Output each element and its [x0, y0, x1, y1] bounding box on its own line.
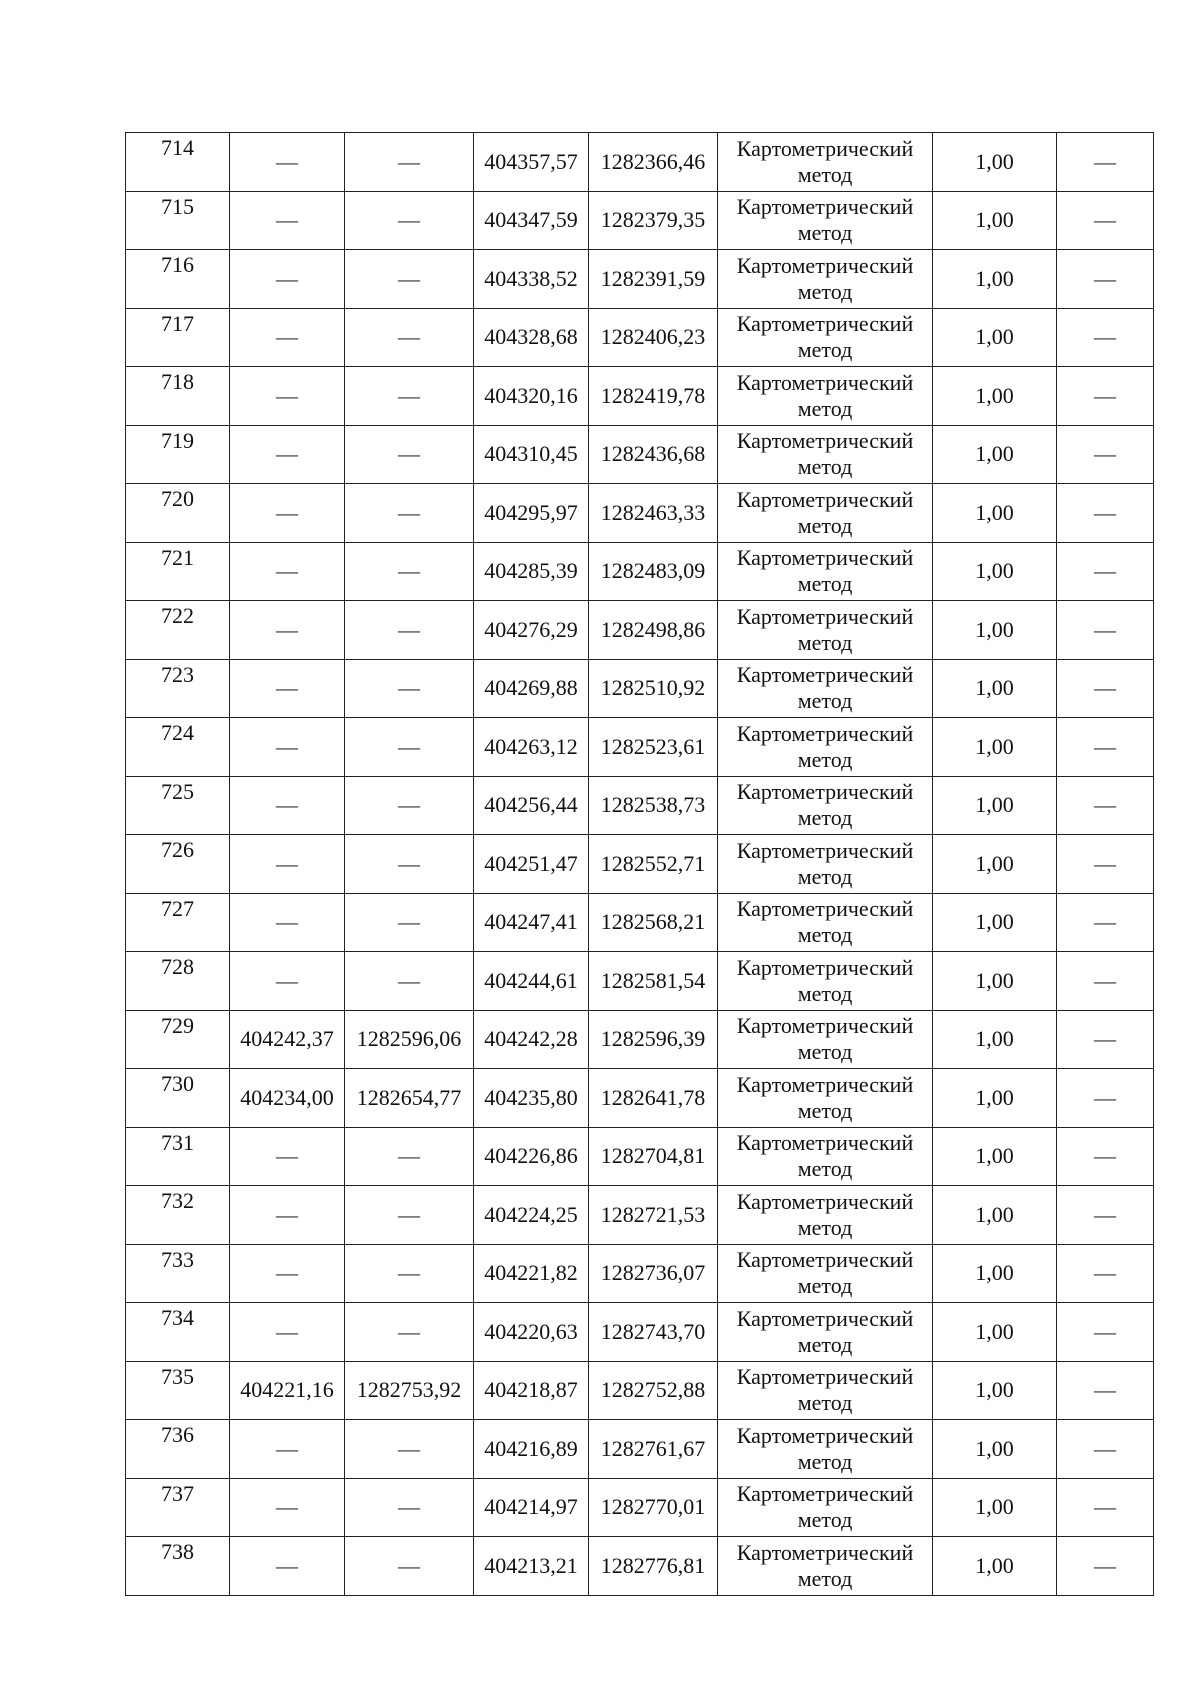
precision-cell: 1,00: [933, 718, 1057, 777]
refined-y-cell: 1282770,01: [589, 1478, 718, 1537]
table-row: [126, 367, 1154, 426]
point-number-cell: 729: [126, 1010, 230, 1069]
existing-x-cell: —: [230, 835, 345, 894]
existing-y-cell: —: [345, 659, 474, 718]
method-cell: Картометрический метод: [718, 952, 933, 1011]
table-row: [126, 1537, 1154, 1596]
refined-x-cell: 404242,28: [474, 1010, 589, 1069]
note-cell: —: [1057, 1537, 1154, 1596]
existing-x-cell: —: [230, 1303, 345, 1362]
point-number-cell: 725: [126, 776, 230, 835]
precision-cell: 1,00: [933, 1127, 1057, 1186]
existing-y-cell: —: [345, 133, 474, 192]
point-number-cell: 730: [126, 1069, 230, 1128]
note-cell: —: [1057, 133, 1154, 192]
table-row: [126, 776, 1154, 835]
precision-cell: 1,00: [933, 1186, 1057, 1245]
point-number-cell: 731: [126, 1127, 230, 1186]
method-cell: Картометрический метод: [718, 1361, 933, 1420]
refined-x-cell: 404216,89: [474, 1420, 589, 1479]
refined-x-cell: 404256,44: [474, 776, 589, 835]
method-cell: Картометрический метод: [718, 1420, 933, 1479]
note-cell: —: [1057, 1127, 1154, 1186]
table-row: [126, 659, 1154, 718]
note-cell: —: [1057, 1361, 1154, 1420]
precision-cell: 1,00: [933, 425, 1057, 484]
note-cell: —: [1057, 308, 1154, 367]
precision-cell: 1,00: [933, 1361, 1057, 1420]
note-cell: —: [1057, 776, 1154, 835]
table-row: [126, 1420, 1154, 1479]
refined-x-cell: 404226,86: [474, 1127, 589, 1186]
table-row: [126, 601, 1154, 660]
existing-x-cell: —: [230, 776, 345, 835]
existing-y-cell: —: [345, 542, 474, 601]
note-cell: —: [1057, 1303, 1154, 1362]
note-cell: —: [1057, 659, 1154, 718]
existing-y-cell: —: [345, 1303, 474, 1362]
note-cell: —: [1057, 952, 1154, 1011]
note-cell: —: [1057, 367, 1154, 426]
note-cell: —: [1057, 542, 1154, 601]
refined-y-cell: 1282552,71: [589, 835, 718, 894]
existing-x-cell: 404221,16: [230, 1361, 345, 1420]
existing-x-cell: —: [230, 952, 345, 1011]
existing-y-cell: —: [345, 308, 474, 367]
table-row: [126, 191, 1154, 250]
refined-y-cell: 1282596,39: [589, 1010, 718, 1069]
existing-x-cell: —: [230, 191, 345, 250]
method-cell: Картометрический метод: [718, 542, 933, 601]
existing-x-cell: —: [230, 484, 345, 543]
table-row: [126, 1303, 1154, 1362]
point-number-cell: 735: [126, 1361, 230, 1420]
method-cell: Картометрический метод: [718, 1186, 933, 1245]
point-number-cell: 732: [126, 1186, 230, 1245]
refined-y-cell: 1282463,33: [589, 484, 718, 543]
precision-cell: 1,00: [933, 1420, 1057, 1479]
point-number-cell: 733: [126, 1244, 230, 1303]
refined-x-cell: 404244,61: [474, 952, 589, 1011]
precision-cell: 1,00: [933, 1069, 1057, 1128]
table-row: [126, 1069, 1154, 1128]
note-cell: —: [1057, 1186, 1154, 1245]
precision-cell: 1,00: [933, 601, 1057, 660]
method-cell: Картометрический метод: [718, 1010, 933, 1069]
refined-y-cell: 1282721,53: [589, 1186, 718, 1245]
existing-y-cell: —: [345, 601, 474, 660]
refined-x-cell: 404235,80: [474, 1069, 589, 1128]
method-cell: Картометрический метод: [718, 835, 933, 894]
method-cell: Картометрический метод: [718, 1244, 933, 1303]
point-number-cell: 720: [126, 484, 230, 543]
method-cell: Картометрический метод: [718, 1303, 933, 1362]
point-number-cell: 715: [126, 191, 230, 250]
table-row: [126, 1244, 1154, 1303]
existing-y-cell: 1282654,77: [345, 1069, 474, 1128]
existing-x-cell: 404242,37: [230, 1010, 345, 1069]
precision-cell: 1,00: [933, 542, 1057, 601]
existing-x-cell: —: [230, 1478, 345, 1537]
existing-x-cell: —: [230, 1244, 345, 1303]
existing-x-cell: —: [230, 1127, 345, 1186]
refined-y-cell: 1282776,81: [589, 1537, 718, 1596]
refined-y-cell: 1282379,35: [589, 191, 718, 250]
refined-y-cell: 1282498,86: [589, 601, 718, 660]
refined-y-cell: 1282436,68: [589, 425, 718, 484]
point-number-cell: 727: [126, 893, 230, 952]
point-number-cell: 721: [126, 542, 230, 601]
method-cell: Картометрический метод: [718, 1127, 933, 1186]
point-number-cell: 723: [126, 659, 230, 718]
method-cell: Картометрический метод: [718, 601, 933, 660]
existing-x-cell: —: [230, 1537, 345, 1596]
method-cell: Картометрический метод: [718, 1478, 933, 1537]
existing-x-cell: —: [230, 893, 345, 952]
precision-cell: 1,00: [933, 1537, 1057, 1596]
existing-y-cell: 1282596,06: [345, 1010, 474, 1069]
refined-y-cell: 1282510,92: [589, 659, 718, 718]
method-cell: Картометрический метод: [718, 776, 933, 835]
precision-cell: 1,00: [933, 893, 1057, 952]
table-body: [126, 133, 1154, 1596]
existing-y-cell: —: [345, 1420, 474, 1479]
table-row: [126, 1478, 1154, 1537]
refined-x-cell: 404213,21: [474, 1537, 589, 1596]
point-number-cell: 719: [126, 425, 230, 484]
note-cell: —: [1057, 1478, 1154, 1537]
precision-cell: 1,00: [933, 1478, 1057, 1537]
precision-cell: 1,00: [933, 1244, 1057, 1303]
table-row: [126, 952, 1154, 1011]
precision-cell: 1,00: [933, 367, 1057, 426]
refined-x-cell: 404347,59: [474, 191, 589, 250]
point-number-cell: 717: [126, 308, 230, 367]
refined-y-cell: 1282743,70: [589, 1303, 718, 1362]
refined-x-cell: 404247,41: [474, 893, 589, 952]
point-number-cell: 728: [126, 952, 230, 1011]
existing-x-cell: —: [230, 1420, 345, 1479]
existing-y-cell: —: [345, 484, 474, 543]
precision-cell: 1,00: [933, 250, 1057, 309]
table-row: [126, 308, 1154, 367]
refined-x-cell: 404269,88: [474, 659, 589, 718]
refined-y-cell: 1282483,09: [589, 542, 718, 601]
existing-y-cell: —: [345, 1244, 474, 1303]
refined-y-cell: 1282523,61: [589, 718, 718, 777]
refined-x-cell: 404320,16: [474, 367, 589, 426]
precision-cell: 1,00: [933, 133, 1057, 192]
note-cell: —: [1057, 893, 1154, 952]
refined-x-cell: 404357,57: [474, 133, 589, 192]
precision-cell: 1,00: [933, 776, 1057, 835]
existing-x-cell: —: [230, 425, 345, 484]
refined-y-cell: 1282406,23: [589, 308, 718, 367]
note-cell: —: [1057, 1244, 1154, 1303]
existing-x-cell: —: [230, 718, 345, 777]
precision-cell: 1,00: [933, 952, 1057, 1011]
table-row: [126, 1361, 1154, 1420]
refined-x-cell: 404310,45: [474, 425, 589, 484]
method-cell: Картометрический метод: [718, 250, 933, 309]
table-row: [126, 425, 1154, 484]
refined-y-cell: 1282641,78: [589, 1069, 718, 1128]
refined-x-cell: 404295,97: [474, 484, 589, 543]
refined-x-cell: 404214,97: [474, 1478, 589, 1537]
existing-x-cell: —: [230, 250, 345, 309]
table-row: [126, 133, 1154, 192]
table-row: [126, 250, 1154, 309]
precision-cell: 1,00: [933, 1303, 1057, 1362]
point-number-cell: 737: [126, 1478, 230, 1537]
refined-x-cell: 404338,52: [474, 250, 589, 309]
refined-x-cell: 404218,87: [474, 1361, 589, 1420]
note-cell: —: [1057, 484, 1154, 543]
method-cell: Картометрический метод: [718, 893, 933, 952]
refined-y-cell: 1282752,88: [589, 1361, 718, 1420]
note-cell: —: [1057, 191, 1154, 250]
existing-y-cell: —: [345, 835, 474, 894]
refined-y-cell: 1282538,73: [589, 776, 718, 835]
existing-y-cell: —: [345, 250, 474, 309]
refined-y-cell: 1282391,59: [589, 250, 718, 309]
existing-y-cell: —: [345, 1537, 474, 1596]
existing-x-cell: —: [230, 1186, 345, 1245]
refined-x-cell: 404224,25: [474, 1186, 589, 1245]
refined-y-cell: 1282761,67: [589, 1420, 718, 1479]
table-row: [126, 542, 1154, 601]
precision-cell: 1,00: [933, 308, 1057, 367]
refined-x-cell: 404328,68: [474, 308, 589, 367]
table-row: [126, 1186, 1154, 1245]
method-cell: Картометрический метод: [718, 191, 933, 250]
method-cell: Картометрический метод: [718, 133, 933, 192]
refined-y-cell: 1282581,54: [589, 952, 718, 1011]
note-cell: —: [1057, 1420, 1154, 1479]
table-row: [126, 718, 1154, 777]
method-cell: Картометрический метод: [718, 425, 933, 484]
point-number-cell: 724: [126, 718, 230, 777]
note-cell: —: [1057, 1069, 1154, 1128]
method-cell: Картометрический метод: [718, 718, 933, 777]
note-cell: —: [1057, 1010, 1154, 1069]
existing-x-cell: 404234,00: [230, 1069, 345, 1128]
refined-y-cell: 1282736,07: [589, 1244, 718, 1303]
point-number-cell: 736: [126, 1420, 230, 1479]
point-number-cell: 734: [126, 1303, 230, 1362]
method-cell: Картометрический метод: [718, 367, 933, 426]
refined-x-cell: 404285,39: [474, 542, 589, 601]
method-cell: Картометрический метод: [718, 1537, 933, 1596]
table-row: [126, 1010, 1154, 1069]
existing-y-cell: —: [345, 191, 474, 250]
existing-x-cell: —: [230, 542, 345, 601]
note-cell: —: [1057, 601, 1154, 660]
precision-cell: 1,00: [933, 1010, 1057, 1069]
existing-x-cell: —: [230, 659, 345, 718]
existing-y-cell: —: [345, 1127, 474, 1186]
precision-cell: 1,00: [933, 835, 1057, 894]
method-cell: Картометрический метод: [718, 308, 933, 367]
existing-x-cell: —: [230, 308, 345, 367]
existing-y-cell: —: [345, 718, 474, 777]
point-number-cell: 716: [126, 250, 230, 309]
point-number-cell: 722: [126, 601, 230, 660]
precision-cell: 1,00: [933, 659, 1057, 718]
existing-x-cell: —: [230, 133, 345, 192]
refined-y-cell: 1282568,21: [589, 893, 718, 952]
table-row: [126, 893, 1154, 952]
method-cell: Картометрический метод: [718, 1069, 933, 1128]
existing-x-cell: —: [230, 601, 345, 660]
coordinates-table: [125, 132, 1154, 1596]
existing-y-cell: —: [345, 893, 474, 952]
table-row: [126, 835, 1154, 894]
refined-x-cell: 404221,82: [474, 1244, 589, 1303]
table-row: [126, 484, 1154, 543]
note-cell: —: [1057, 250, 1154, 309]
note-cell: —: [1057, 835, 1154, 894]
refined-y-cell: 1282704,81: [589, 1127, 718, 1186]
existing-y-cell: —: [345, 367, 474, 426]
point-number-cell: 714: [126, 133, 230, 192]
note-cell: —: [1057, 718, 1154, 777]
refined-x-cell: 404276,29: [474, 601, 589, 660]
refined-x-cell: 404251,47: [474, 835, 589, 894]
table-row: [126, 1127, 1154, 1186]
existing-x-cell: —: [230, 367, 345, 426]
method-cell: Картометрический метод: [718, 484, 933, 543]
existing-y-cell: —: [345, 1186, 474, 1245]
existing-y-cell: —: [345, 425, 474, 484]
point-number-cell: 738: [126, 1537, 230, 1596]
refined-y-cell: 1282366,46: [589, 133, 718, 192]
point-number-cell: 718: [126, 367, 230, 426]
refined-x-cell: 404263,12: [474, 718, 589, 777]
existing-y-cell: —: [345, 776, 474, 835]
precision-cell: 1,00: [933, 191, 1057, 250]
existing-y-cell: —: [345, 1478, 474, 1537]
method-cell: Картометрический метод: [718, 659, 933, 718]
existing-y-cell: 1282753,92: [345, 1361, 474, 1420]
refined-x-cell: 404220,63: [474, 1303, 589, 1362]
note-cell: —: [1057, 425, 1154, 484]
refined-y-cell: 1282419,78: [589, 367, 718, 426]
point-number-cell: 726: [126, 835, 230, 894]
precision-cell: 1,00: [933, 484, 1057, 543]
existing-y-cell: —: [345, 952, 474, 1011]
